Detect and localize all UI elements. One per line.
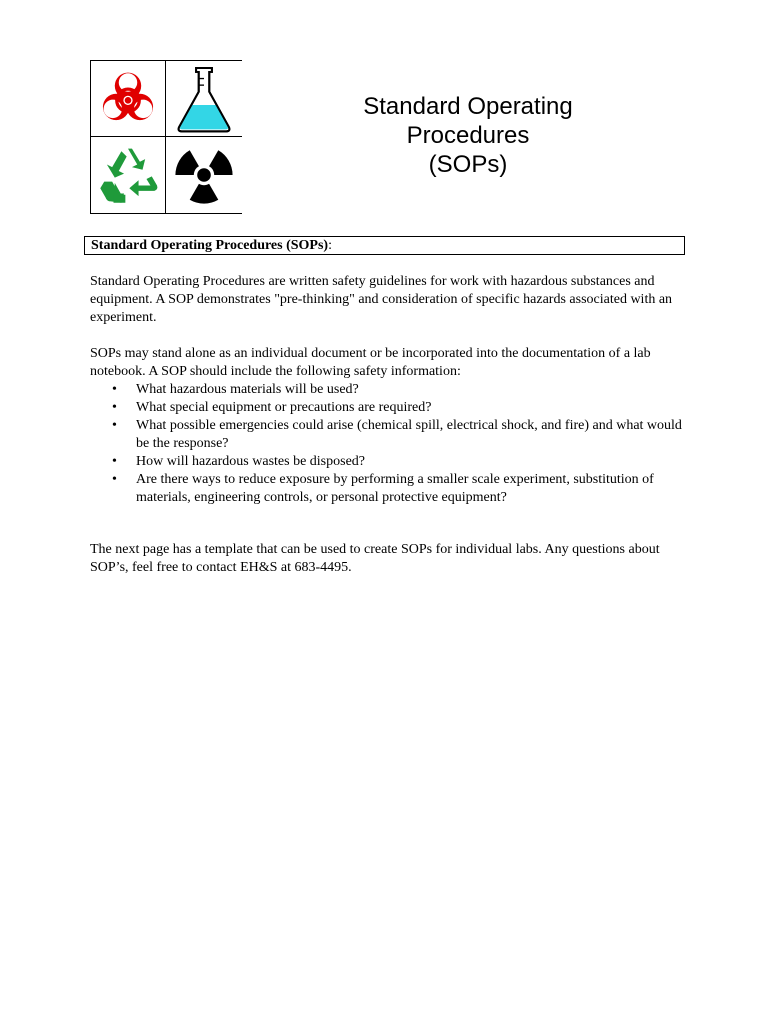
biohazard-cell (90, 60, 166, 137)
recycle-icon (94, 142, 162, 208)
closing-text: The next page has a template that can be used to create SOPs for individual labs. Any questions about SOP’s, feel free to contact EH&S at 683-4495. (90, 542, 660, 575)
list-item (90, 417, 690, 453)
list-item (90, 381, 690, 399)
hazard-icon-grid (90, 60, 242, 214)
bullet-icon: • (112, 382, 117, 397)
safety-questions-list (90, 381, 690, 507)
list-item-text: What possible emergencies could arise (chemical spill, electrical shock, and fire) and what would be the response? (136, 418, 682, 451)
list-item (90, 399, 690, 417)
list-item-text: Are there ways to reduce exposure by performing a smaller scale experiment, substitution of materials, engineering controls, or personal protective equipment? (136, 472, 654, 505)
list-item-text: What special equipment or precautions are required? (136, 400, 432, 415)
bullet-icon: • (112, 418, 117, 433)
bullet-icon: • (112, 472, 117, 487)
list-intro-text: SOPs may stand alone as an individual document or be incorporated into the documentation of a lab notebook. A SOP should include the following safety information: (90, 346, 651, 379)
section-heading-box (84, 236, 685, 255)
intro-text: Standard Operating Procedures are written safety guidelines for work with hazardous substances and equipment. A SOP demonstrates "pre-thinking" and consideration of specific hazards associated with an experiment. (90, 274, 673, 325)
closing-paragraph (90, 541, 690, 577)
list-item (90, 471, 690, 507)
section-heading-colon: : (328, 238, 332, 253)
title-line-2: Procedures (406, 122, 530, 149)
title-line-1: Standard Operating (363, 93, 573, 120)
intro-paragraph (90, 273, 690, 327)
bullet-icon: • (112, 454, 117, 469)
safety-info-section (90, 345, 690, 507)
section-heading: Standard Operating Procedures (SOPs) (91, 238, 329, 253)
radiation-cell (166, 137, 242, 214)
page-title (340, 92, 596, 179)
bullet-icon: • (112, 400, 117, 415)
recycle-cell (90, 137, 166, 214)
radiation-icon (170, 141, 238, 209)
title-line-3: (SOPs) (428, 151, 508, 178)
list-item-text: How will hazardous wastes be disposed? (136, 454, 366, 469)
list-item-text: What hazardous materials will be used? (136, 382, 359, 397)
flask-icon (171, 64, 237, 134)
list-item (90, 453, 690, 471)
flask-cell (166, 60, 242, 137)
biohazard-icon (95, 66, 161, 132)
